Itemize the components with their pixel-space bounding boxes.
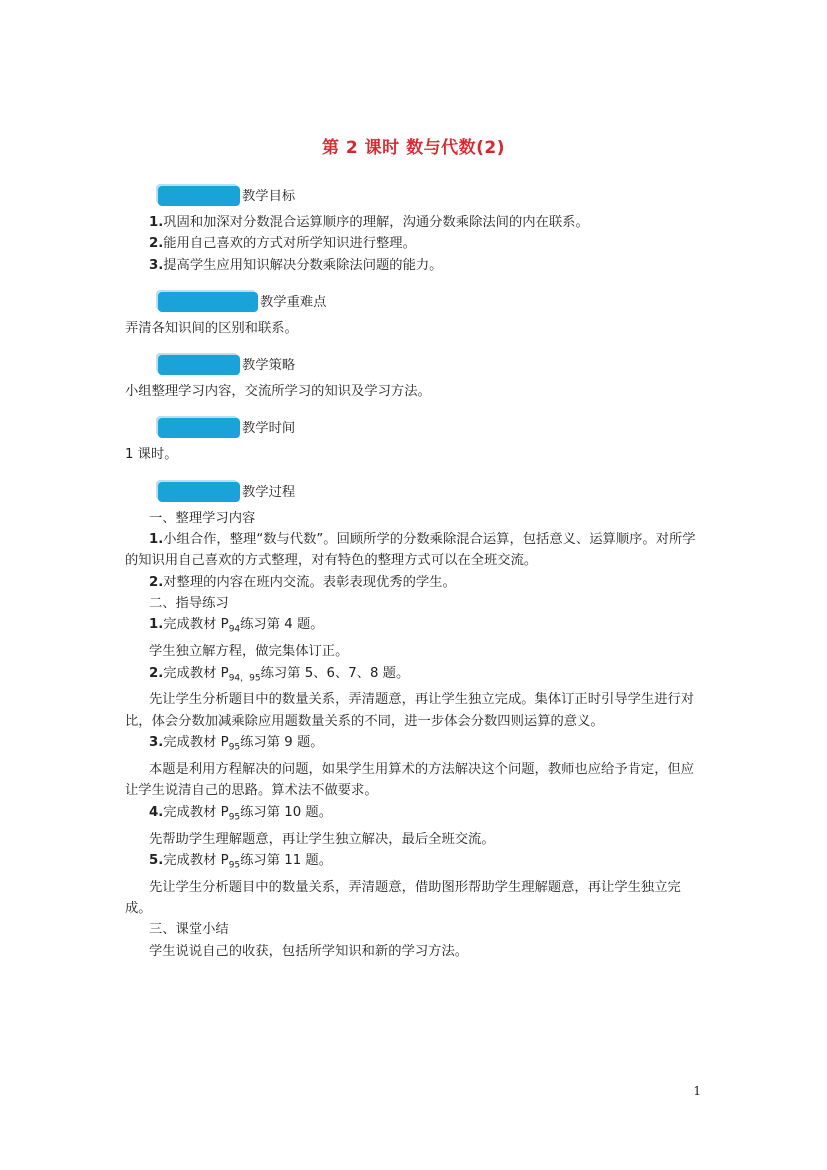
key-points-text: 弄清各知识间的区别和联系。	[125, 320, 298, 336]
item-text: 完成教材 P	[163, 665, 229, 681]
item-number: 3.	[148, 257, 164, 273]
item-text: 提高学生应用知识解决分数乘除法问题的能力。	[163, 257, 443, 273]
item-number: 2.	[148, 574, 164, 590]
exercise-note: 先帮助学生理解题意，再让学生独立解决，最后全班交流。	[148, 831, 495, 847]
paragraph	[125, 529, 705, 572]
item-text: 巩固和加深对分数混合运算顺序的理解，沟通分数乘除法间的内在联系。	[163, 215, 589, 230]
exercise-item	[125, 614, 705, 641]
goal-item	[125, 233, 705, 254]
item-text: 练习第 10 题。	[240, 804, 332, 820]
page-subscript: 94，95	[228, 673, 261, 684]
exercise-item	[125, 850, 705, 877]
paragraph	[125, 572, 705, 593]
exercise-item	[125, 663, 705, 690]
section-header-strategy	[125, 347, 705, 375]
section-header-process	[125, 474, 705, 502]
exercise-note: 学生独立解方程，做完集体订正。	[148, 644, 349, 660]
section-marker	[158, 482, 240, 502]
section-header-time	[125, 410, 705, 438]
item-text: 完成教材 P	[163, 735, 229, 751]
item-number: 2.	[148, 236, 164, 252]
item-text: 练习第 9 题。	[240, 735, 324, 751]
item-number: 4.	[148, 804, 164, 820]
page-subscript: 95	[228, 860, 241, 871]
item-text: 练习第 5、6、7、8 题。	[260, 665, 410, 681]
strategy-text: 小组整理学习内容，交流所学习的知识及学习方法。	[125, 384, 431, 400]
exercise-note: 本题是利用方程解决的问题，如果学生用算术的方法解决这个问题，教师也应给予肯定，但应让学生说清自己的思路。算术法不做要求。	[125, 762, 695, 799]
item-text: 练习第 11 题。	[240, 852, 332, 868]
item-number: 1.	[148, 617, 164, 633]
item-number: 1.	[148, 215, 164, 230]
exercise-item	[125, 732, 705, 759]
page-number: 1	[693, 1084, 701, 1098]
exercise-note: 先让学生分析题目中的数量关系，弄清题意，借助图形帮助学生理解题意，再让学生独立完成。	[125, 879, 681, 917]
goal-item	[125, 255, 705, 276]
item-text: 完成教材 P	[163, 617, 229, 633]
section-label: 教学过程	[242, 484, 296, 500]
part-heading: 三、课堂小结	[148, 922, 229, 938]
summary-text: 学生说说自己的收获，包括所学知识和新的学习方法。	[148, 943, 469, 959]
section-marker	[158, 186, 240, 206]
exercise-note: 先让学生分析题目中的数量关系，弄清题意，再让学生独立完成。集体订正时引导学生进行对比，体会分数加减乘除应用题数量关系的不同，进一步体会分数四则运算的意义。	[125, 692, 695, 729]
item-number: 5.	[148, 852, 164, 868]
item-text: 练习第 4 题。	[240, 617, 324, 633]
page-subscript: 95	[228, 742, 241, 753]
section-label: 教学时间	[242, 421, 296, 437]
section-label: 教学重难点	[260, 294, 327, 310]
item-text: 小组合作，整理“数与代数”。回顾所学的分数乘除混合运算，包括意义、运算顺序。对所学的知识用自己喜欢的方式整理，对有特色的整理方式可以在全班交流。	[125, 532, 696, 569]
page-subscript: 95	[228, 812, 241, 823]
part-heading: 二、指导练习	[148, 595, 229, 611]
page-subscript: 94	[228, 624, 241, 635]
item-text: 对整理的内容在班内交流。表彰表现优秀的学生。	[163, 574, 456, 590]
section-label: 教学策略	[242, 358, 296, 374]
item-text: 能用自己喜欢的方式对所学知识进行整理。	[163, 236, 416, 252]
time-text: 1 课时。	[125, 447, 178, 463]
section-header-goals	[125, 178, 705, 206]
item-text: 完成教材 P	[163, 804, 229, 820]
item-number: 3.	[148, 735, 164, 751]
item-number: 1.	[148, 532, 164, 548]
goal-item	[125, 212, 705, 233]
item-number: 2.	[148, 665, 164, 681]
section-header-key-points	[125, 284, 705, 312]
part-heading: 一、整理学习内容	[148, 510, 256, 526]
section-marker	[158, 292, 258, 312]
section-marker	[158, 418, 240, 438]
item-text: 完成教材 P	[163, 852, 229, 868]
page-title: 第 2 课时 数与代数(2)	[322, 138, 505, 158]
section-label: 教学目标	[242, 189, 296, 204]
exercise-item	[125, 802, 705, 829]
section-marker	[158, 355, 240, 375]
lesson-content	[125, 178, 705, 962]
